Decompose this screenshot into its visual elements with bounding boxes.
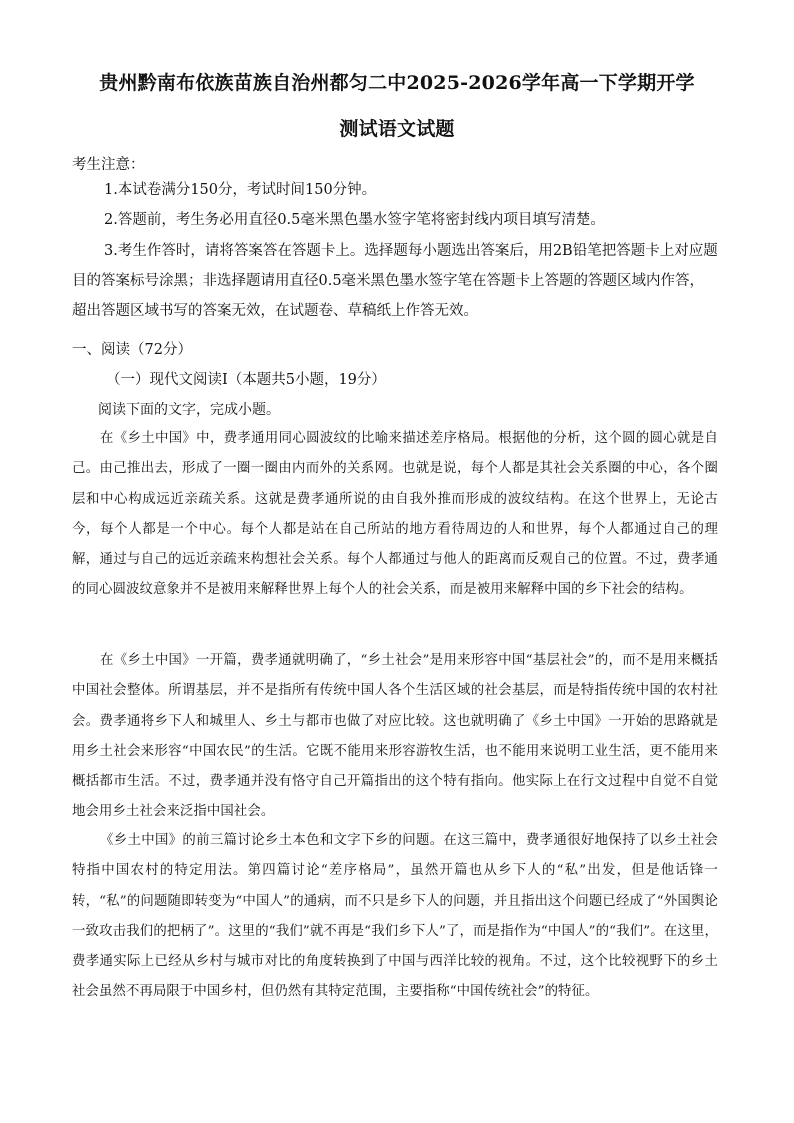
- exam-title-line2: 测试语文试题: [339, 118, 455, 140]
- passage-paragraph-3: 《乡土中国》的前三篇讨论乡土本色和文字下乡的问题。在这三篇中，费孝通很好地保持了以乡土社会特指中国农村的特定用法。第四篇讨论“差序格局”，虽然开篇也从乡下人的“私”出发，但是他话锋一转，“私”的问题随即转变为“中国人”的通病，而不只是乡下人的问题，并且指出这个问题已经成了“外国舆论一致攻击我们的把柄了”。这里的“我们”就不再是“我们乡下人”了，而是指作为“中国人”的“我们”。在这里，费孝通实际上已经从乡村与城市对比的角度转换到了中国与西洋比较的视角。不过，这个比较视野下的乡土社会虽然不再局限于中国乡村，但仍然有其特定范围，主要指称“中国传统社会”的特征。: [72, 833, 718, 1000]
- passage-paragraph-2: 在《乡土中国》一开篇，费孝通就明确了，“乡土社会”是用来形容中国“基层社会”的，而不是用来概括中国社会整体。所谓基层，并不是指所有传统中国人各个生活区域的社会基层，而是特指传统中国的农村社会。费孝通将乡下人和城里人、乡土与都市也做了对应比较。这也就明确了《乡土中国》一开始的思路就是用乡土社会来形容“中国农民”的生活。它既不能用来形容游牧生活，也不能用来说明工业生活，更不能用来概括都市生活。不过，费孝通并没有恪守自己开篇指出的这个特有指向。他实际上在行文过程中自觉不自觉地会用乡土社会来泛指中国社会。: [72, 653, 718, 820]
- section-heading: 一、阅读（72分）: [72, 342, 192, 358]
- notice-item-2: 2.答题前，考生务必用直径0.5毫米黑色墨水签字笔将密封线内项目填写清楚。: [104, 212, 605, 228]
- exam-title-line1: 贵州黔南布依族苗族自治州都匀二中2025-2026学年高一下学期开学: [99, 72, 695, 94]
- passage-paragraph-1: 在《乡土中国》中，费孝通用同心圆波纹的比喻来描述差序格局。根据他的分析，这个圆的圆心就是自己。由己推出去，形成了一圈一圈由内而外的关系网。也就是说，每个人都是其社会关系圈的中心，各个圈层和中心构成远近亲疏关系。这就是费孝通所说的由自我外推而形成的波纹结构。在这个世界上，无论古今，每个人都是一个中心。每个人都是站在自己所站的地方看待周边的人和世界，每个人都通过自己的理解，通过与自己的远近亲疏来构想社会关系。每个人都通过与他人的距离而反观自己的位置。不过，费孝通的同心圆波纹意象并不是被用来解释世界上每个人的社会关系，而是被用来解释中国的乡下社会的结构。: [72, 431, 718, 598]
- notice-heading: 考生注意：: [72, 157, 145, 173]
- subsection-heading: （一）现代文阅读Ⅰ（本题共5小题，19分）: [106, 372, 386, 388]
- notice-item-1: 1.本试卷满分150分，考试时间150分钟。: [104, 182, 377, 198]
- reading-instruction: 阅读下面的文字，完成小题。: [98, 402, 280, 418]
- notice-item-3: 3.考生作答时，请将答案答在答题卡上。选择题每小题选出答案后，用2B铅笔把答题卡上对应题目的答案标号涂黑；非选择题请用直径0.5毫米黑色墨水签字笔在答题卡上答题的答题区域内作答，超出答题区域书写的答案无效，在试题卷、草稿纸上作答无效。: [72, 243, 718, 319]
